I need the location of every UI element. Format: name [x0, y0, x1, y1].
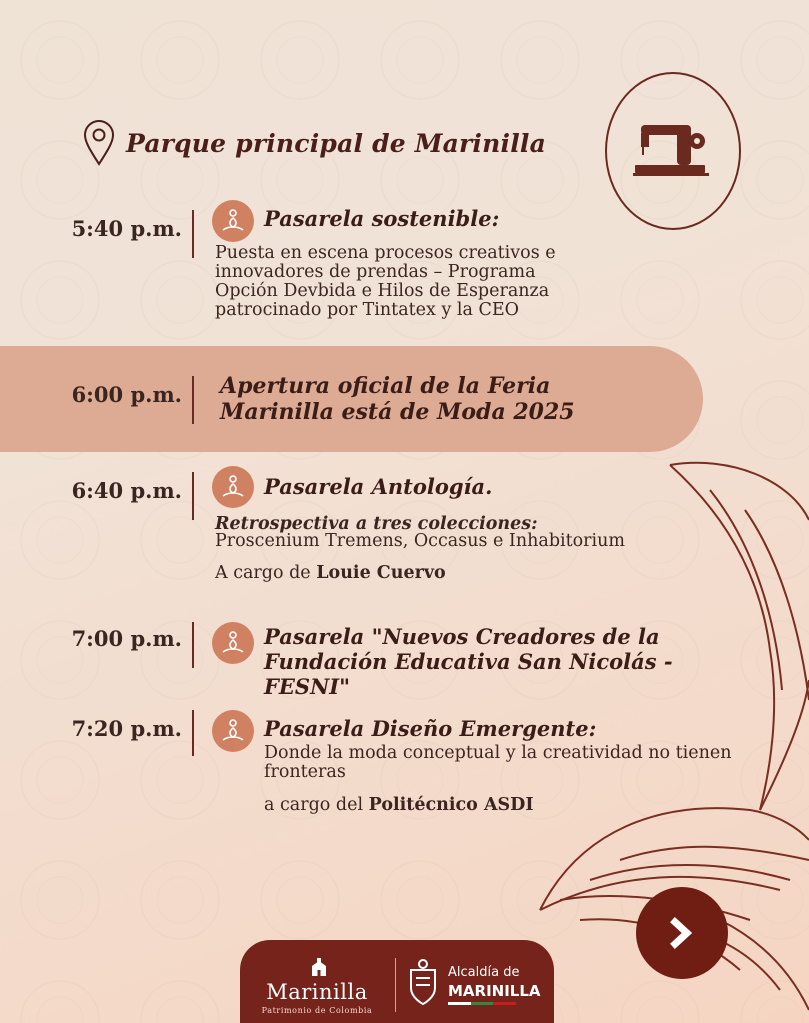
church-icon [310, 958, 328, 976]
item-title: Pasarela sostenible: [264, 206, 500, 231]
next-button[interactable] [636, 887, 728, 979]
sewing-machine-badge [605, 72, 741, 230]
item-title: Pasarela Antología. [264, 474, 493, 499]
meditation-heart-icon [212, 710, 254, 752]
item-description: Donde la moda conceptual y la creatividad no tienen fronteras [264, 743, 732, 782]
location-header [82, 120, 546, 166]
credit-prefix: A cargo de [215, 563, 317, 583]
location-title: Parque principal de Marinilla [126, 128, 546, 158]
meditation-heart-icon [212, 622, 254, 664]
time-label: 5:40 p.m. [71, 216, 182, 241]
chevron-right-icon [665, 916, 699, 950]
divider [192, 710, 194, 756]
map-pin-icon [82, 120, 116, 166]
banner-title: Apertura oficial de la Feria Marinilla está de Moda 2025 [220, 373, 575, 425]
time-label: 6:40 p.m. [71, 478, 182, 503]
item-credit [264, 796, 534, 815]
item-title: Pasarela Diseño Emergente: [264, 716, 597, 741]
crest-icon [406, 958, 440, 1008]
item-description: Puesta en escena procesos creativos e innovadores de prendas – Programa Opción Devbida e Hilos de Esperanza patrocinado por Tintatex y la CEO [215, 243, 556, 320]
credit-prefix: a cargo del [264, 795, 369, 815]
credit-name: Louie Cuervo [316, 563, 446, 583]
footer-separator [395, 958, 396, 1012]
divider [192, 376, 194, 424]
meditation-heart-icon [212, 466, 254, 508]
brand-tagline: Patrimonio de Colombia [261, 1006, 373, 1015]
flag-stripe [448, 1002, 516, 1005]
item-description: Proscenium Tremens, Occasus e Inhabitorium [215, 531, 626, 551]
item-credit [215, 564, 446, 583]
brand-name: Marinilla [266, 980, 368, 1004]
time-label: 7:00 p.m. [71, 626, 182, 651]
item-title: Pasarela "Nuevos Creadores de la Fundación Educativa San Nicolás - FESNI" [264, 624, 673, 699]
divider [192, 622, 194, 668]
sewing-machine-icon [633, 121, 713, 181]
footer-logos [240, 940, 554, 1023]
credit-name: Politécnico ASDI [368, 795, 534, 815]
item-subtitle: Retrospectiva a tres colecciones: [215, 514, 538, 534]
alcaldia-line2: MARINILLA [448, 982, 541, 1000]
time-label: 6:00 p.m. [71, 382, 182, 407]
alcaldia-line1: Alcaldía de [448, 965, 520, 980]
divider [192, 210, 194, 258]
marinilla-brand [240, 940, 394, 1023]
meditation-heart-icon [212, 200, 254, 242]
divider [192, 472, 194, 520]
time-label: 7:20 p.m. [71, 716, 182, 741]
